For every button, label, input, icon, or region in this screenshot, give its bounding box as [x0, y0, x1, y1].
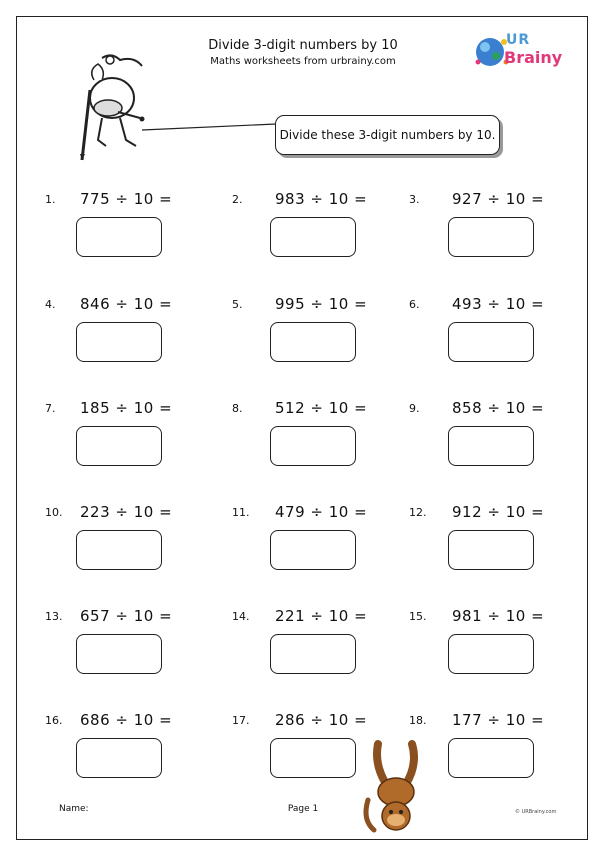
monkey-illustration [360, 740, 436, 836]
question-number: 14. [232, 610, 250, 623]
worksheet-subtitle: Maths worksheets from urbrainy.com [210, 56, 396, 67]
question-expression: 775 ÷ 10 = [80, 190, 173, 208]
copyright-notice: © URBrainy.com [515, 809, 557, 815]
question-number: 11. [232, 506, 250, 519]
question-number: 3. [409, 193, 420, 206]
question-number: 16. [45, 714, 63, 727]
question-expression: 927 ÷ 10 = [452, 190, 545, 208]
question-expression: 981 ÷ 10 = [452, 607, 545, 625]
question-expression: 657 ÷ 10 = [80, 607, 173, 625]
question-expression: 286 ÷ 10 = [275, 711, 368, 729]
worksheet-title: Divide 3-digit numbers by 10 [208, 38, 398, 53]
answer-box[interactable] [270, 738, 356, 778]
answer-box[interactable] [448, 426, 534, 466]
question-number: 4. [45, 298, 56, 311]
question-number: 13. [45, 610, 63, 623]
question-expression: 479 ÷ 10 = [275, 503, 368, 521]
answer-box[interactable] [270, 322, 356, 362]
answer-box[interactable] [76, 426, 162, 466]
question-number: 2. [232, 193, 243, 206]
question-number: 6. [409, 298, 420, 311]
name-label: Name: [59, 804, 89, 814]
question-expression: 512 ÷ 10 = [275, 399, 368, 417]
answer-box[interactable] [270, 634, 356, 674]
answer-box[interactable] [270, 530, 356, 570]
character-with-pencil-illustration [72, 50, 152, 162]
question-number: 8. [232, 402, 243, 415]
answer-box[interactable] [76, 322, 162, 362]
question-number: 12. [409, 506, 427, 519]
question-expression: 185 ÷ 10 = [80, 399, 173, 417]
answer-box[interactable] [448, 530, 534, 570]
answer-box[interactable] [270, 217, 356, 257]
question-expression: 858 ÷ 10 = [452, 399, 545, 417]
answer-box[interactable] [76, 217, 162, 257]
page-number: Page 1 [287, 804, 319, 814]
question-number: 7. [45, 402, 56, 415]
question-expression: 177 ÷ 10 = [452, 711, 545, 729]
question-expression: 846 ÷ 10 = [80, 295, 173, 313]
question-number: 15. [409, 610, 427, 623]
question-number: 18. [409, 714, 427, 727]
answer-box[interactable] [448, 217, 534, 257]
urbrainy-logo [470, 28, 570, 76]
question-number: 1. [45, 193, 56, 206]
question-number: 17. [232, 714, 250, 727]
logo-text-brainy: Brainy [504, 48, 563, 67]
logo-text-ur: UR [506, 32, 531, 48]
answer-box[interactable] [448, 634, 534, 674]
answer-box[interactable] [448, 738, 534, 778]
question-expression: 493 ÷ 10 = [452, 295, 545, 313]
question-expression: 912 ÷ 10 = [452, 503, 545, 521]
answer-box[interactable] [76, 634, 162, 674]
answer-box[interactable] [448, 322, 534, 362]
instruction-bubble: Divide these 3-digit numbers by 10. [275, 115, 500, 155]
question-expression: 983 ÷ 10 = [275, 190, 368, 208]
question-expression: 221 ÷ 10 = [275, 607, 368, 625]
question-number: 10. [45, 506, 63, 519]
question-number: 5. [232, 298, 243, 311]
answer-box[interactable] [76, 530, 162, 570]
question-expression: 995 ÷ 10 = [275, 295, 368, 313]
question-number: 9. [409, 402, 420, 415]
question-expression: 686 ÷ 10 = [80, 711, 173, 729]
question-expression: 223 ÷ 10 = [80, 503, 173, 521]
pointer-line [140, 120, 280, 140]
answer-box[interactable] [270, 426, 356, 466]
answer-box[interactable] [76, 738, 162, 778]
